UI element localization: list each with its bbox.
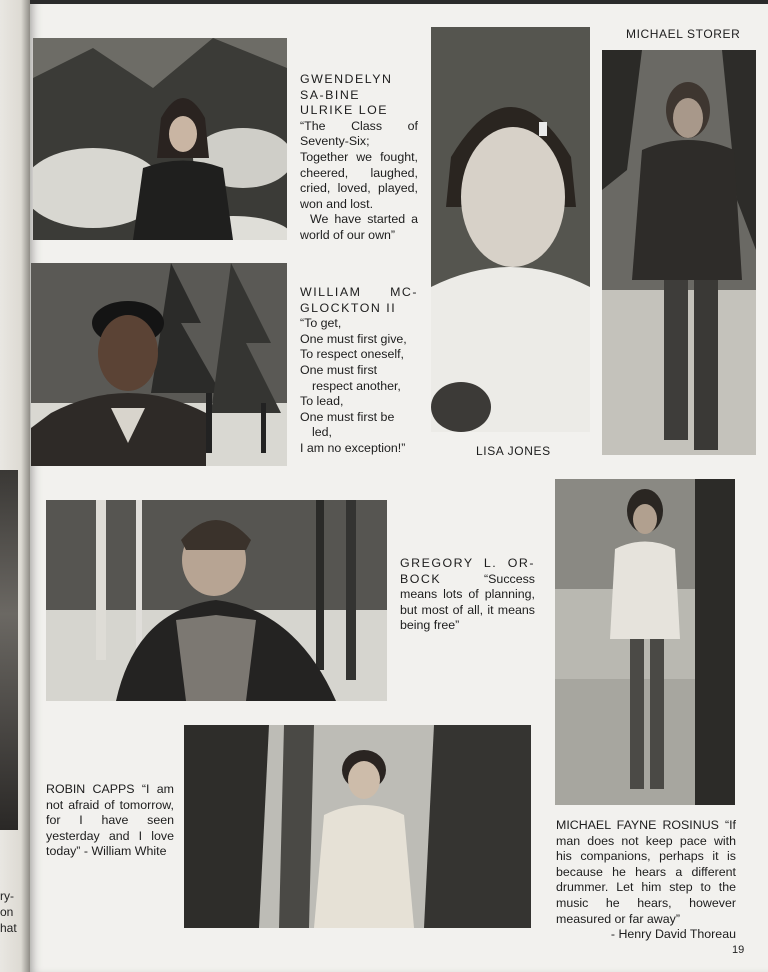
caption-gwendelyn-loe <box>300 72 418 244</box>
caption-robin-capps <box>46 782 174 860</box>
photo-robin-capps <box>184 725 531 928</box>
page-number: 19 <box>732 944 745 956</box>
facing-text-fragment: hat <box>0 921 17 935</box>
quote-line: One must first give, <box>300 331 407 346</box>
caption-michael-rosinus <box>556 818 736 943</box>
photo-michael-storer <box>602 50 756 455</box>
quote-line: I am no exception!” <box>300 440 406 455</box>
quote-line: respect another, <box>312 378 401 393</box>
name-label-lisa-jones: LISA JONES <box>476 444 551 458</box>
page-top-edge <box>30 0 768 4</box>
student-quote: “Success means lots of planning, but most of all, it means being free” <box>400 571 535 633</box>
quote-attribution: - Henry David Thoreau <box>610 927 736 942</box>
student-name: WILLIAM MC-GLOCKTON II <box>300 285 418 315</box>
facing-page-strip <box>0 0 30 972</box>
photo-lisa-jones <box>431 27 590 432</box>
facing-text-fragment: ry- <box>0 889 14 903</box>
photo-william-mcglockton <box>31 263 287 466</box>
quote-line: One must first be <box>300 409 395 424</box>
student-name: GREGORY L. OR-BOCK <box>400 556 535 586</box>
photo-michael-rosinus <box>555 479 735 805</box>
student-quote-continued: We have started a world of our own” <box>300 212 418 242</box>
caption-william-mcglockton <box>300 285 418 457</box>
quote-line: To lead, <box>300 394 344 409</box>
photo-gregory-orbock <box>46 500 387 701</box>
name-label-michael-storer: MICHAEL STORER <box>626 27 741 41</box>
facing-page-photo <box>0 470 18 830</box>
quote-line: “To get, <box>300 316 342 331</box>
student-quote: “The Class of Seventy-Six; Together we fought, cheered, laughed, cried, loved, played, won and lost. <box>300 118 418 211</box>
student-name: GWENDELYN SA-BINE ULRIKE LOE <box>300 72 393 118</box>
student-quote: “I am not afraid of tomorrow, for I have seen yesterday and I love today” - William White <box>46 782 174 859</box>
caption-gregory-orbock <box>400 556 535 634</box>
photo-gwendelyn-loe <box>33 38 287 240</box>
quote-line: led, <box>312 425 332 440</box>
student-name: MICHAEL FAYNE ROSINUS <box>556 818 719 832</box>
quote-line: One must first <box>300 362 378 377</box>
student-name: ROBIN CAPPS <box>46 782 135 796</box>
facing-text-fragment: on <box>0 905 14 919</box>
student-quote: “If man does not keep pace with his companions, perhaps it is because he hears a different drummer. Let him step to the music he hears, however measured or far away” <box>556 818 736 926</box>
quote-line: To respect oneself, <box>300 347 405 362</box>
